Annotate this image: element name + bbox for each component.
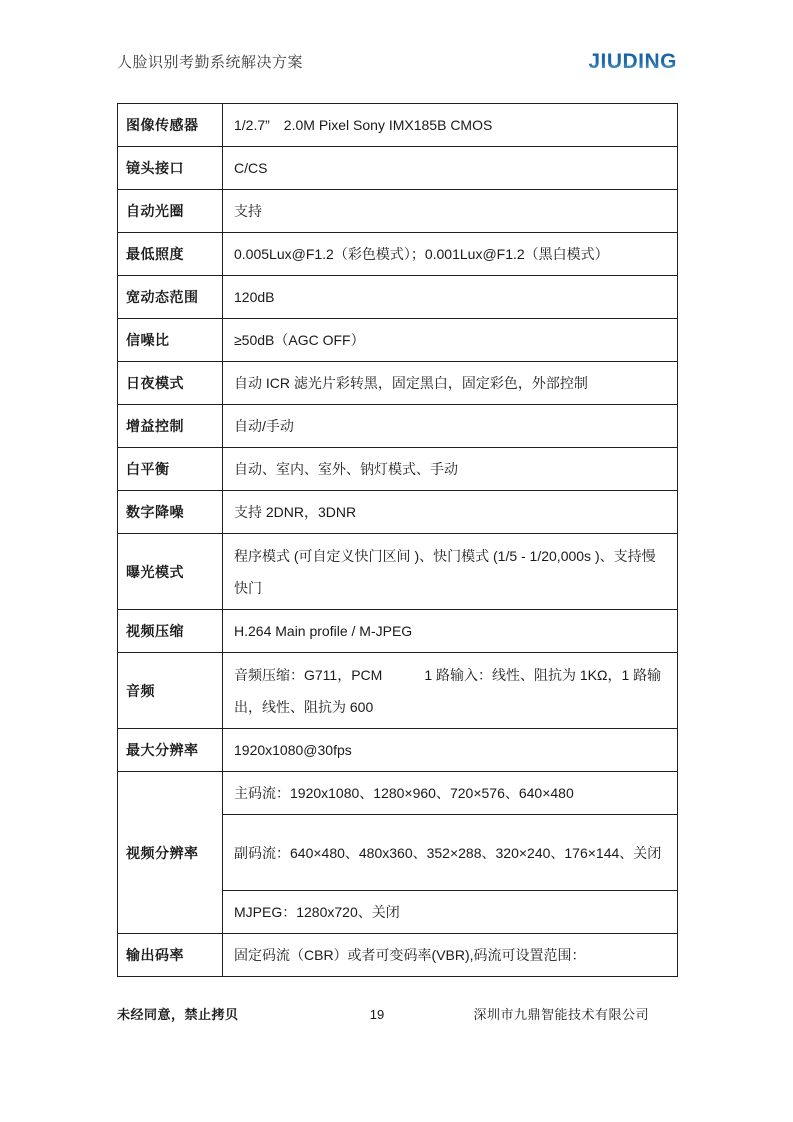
page-number: 19 <box>369 1007 385 1022</box>
spec-label: 视频分辨率 <box>118 772 223 934</box>
table-row <box>118 610 678 653</box>
spec-value: 120dB <box>223 276 678 319</box>
page-footer <box>117 1004 677 1023</box>
spec-value: 支持 2DNR，3DNR <box>223 491 678 534</box>
table-row-video-resolution <box>118 772 678 815</box>
copyright-notice: 未经同意，禁止拷贝 <box>117 1007 239 1022</box>
spec-value: 1920x1080@30fps <box>223 729 678 772</box>
spec-value: 支持 <box>223 190 678 233</box>
spec-label: 日夜模式 <box>118 362 223 405</box>
spec-value: 1/2.7” 2.0M Pixel Sony IMX185B CMOS <box>223 104 678 147</box>
spec-value: 自动、室内、室外、钠灯模式、手动 <box>223 448 678 491</box>
jiuding-logo: JIUDING <box>588 50 677 73</box>
spec-value: MJPEG：1280x720、关闭 <box>223 891 678 934</box>
spec-value: ≥50dB（AGC OFF） <box>223 319 678 362</box>
spec-value: C/CS <box>223 147 678 190</box>
spec-label: 曝光模式 <box>118 534 223 610</box>
spec-value: 主码流：1920x1080、1280×960、720×576、640×480 <box>223 772 678 815</box>
spec-value: 音频压缩：G711，PCM 1 路输入：线性、阻抗为 1KΩ，1 路输出，线性、阻抗为 600 <box>223 653 678 729</box>
table-row <box>118 190 678 233</box>
table-row <box>118 276 678 319</box>
table-row <box>118 147 678 190</box>
table-row <box>118 233 678 276</box>
spec-label: 信噪比 <box>118 319 223 362</box>
spec-label: 视频压缩 <box>118 610 223 653</box>
spec-value: 自动/手动 <box>223 405 678 448</box>
spec-label: 宽动态范围 <box>118 276 223 319</box>
spec-table <box>117 103 678 977</box>
table-row <box>118 491 678 534</box>
spec-value: H.264 Main profile / M-JPEG <box>223 610 678 653</box>
spec-label: 最低照度 <box>118 233 223 276</box>
spec-label: 增益控制 <box>118 405 223 448</box>
page-header <box>117 50 677 74</box>
spec-label: 镜头接口 <box>118 147 223 190</box>
spec-label: 数字降噪 <box>118 491 223 534</box>
table-row <box>118 934 678 977</box>
spec-value: 固定码流（CBR）或者可变码率(VBR),码流可设置范围： <box>223 934 678 977</box>
table-row <box>118 319 678 362</box>
table-row <box>118 362 678 405</box>
spec-value: 0.005Lux@F1.2（彩色模式）；0.001Lux@F1.2（黑白模式） <box>223 233 678 276</box>
table-row <box>118 405 678 448</box>
spec-label: 音频 <box>118 653 223 729</box>
table-row <box>118 104 678 147</box>
spec-value: 副码流：640×480、480x360、352×288、320×240、176×144、关闭 <box>223 815 678 891</box>
spec-value: 程序模式 (可自定义快门区间 )、快门模式 (1/5 - 1/20,000s )、支持慢快门 <box>223 534 678 610</box>
table-row <box>118 653 678 729</box>
table-row <box>118 534 678 610</box>
spec-label: 最大分辨率 <box>118 729 223 772</box>
table-row <box>118 448 678 491</box>
spec-label: 白平衡 <box>118 448 223 491</box>
spec-label: 图像传感器 <box>118 104 223 147</box>
spec-value: 自动 ICR 滤光片彩转黑，固定黑白，固定彩色，外部控制 <box>223 362 678 405</box>
spec-label: 自动光圈 <box>118 190 223 233</box>
document-title: 人脸识别考勤系统解决方案 <box>117 54 304 71</box>
company-name: 深圳市九鼎智能技术有限公司 <box>473 1007 649 1022</box>
table-row <box>118 729 678 772</box>
spec-label: 输出码率 <box>118 934 223 977</box>
